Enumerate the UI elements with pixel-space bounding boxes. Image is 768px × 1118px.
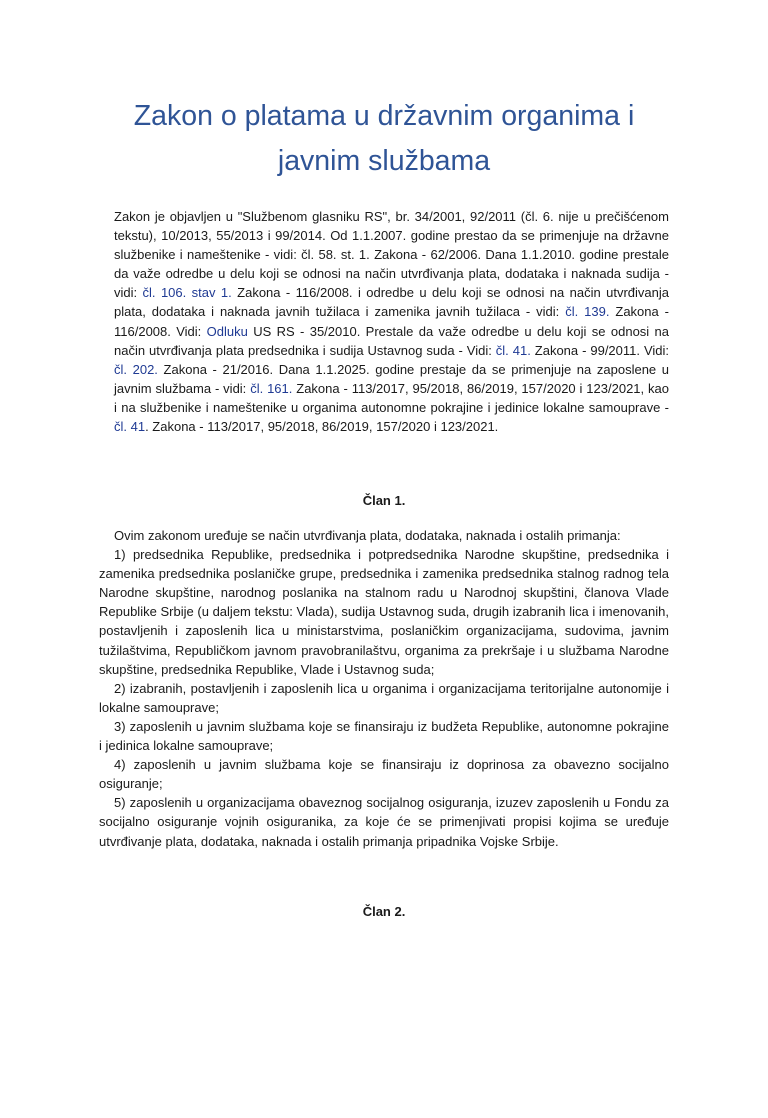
article-1-paragraph-intro: Ovim zakonom uređuje se način utvrđivanja plata, dodataka, naknada i ostalih primanja:	[114, 528, 621, 543]
intro-text: Zakon je objavljen u "Službenom glasniku RS", br. 34/2001, 92/2011 (čl. 6. nije u prečišćenom tekstu), 10/2013, 55/2013 i 99/2014. Od 1.1.2007. godine prestao da se primenjuje na državne službenike i nameštenike - vidi: čl. 58. st. 1. Zakona - 62/2006. Dana 1.1.2010. godine prestale da važe odredbe u delu koji se odnosi na način utvrđivanja plata, dodataka i naknada sudija - vidi:	[114, 209, 669, 301]
link-cl-161[interactable]: čl. 161.	[250, 380, 293, 396]
intro-text: US RS - 35/2010. Prestale da važe odredbe u delu koji se odnosi na način utvrđivanja plata predsednika i sudija Ustavnog suda - Vidi:	[114, 323, 669, 358]
intro-paragraph	[114, 207, 669, 436]
document-title	[100, 94, 668, 184]
intro-text: Zakona - 99/2011. Vidi:	[530, 342, 670, 358]
link-cl-41-b[interactable]: čl. 41	[114, 419, 146, 435]
intro-text: Zakona - 116/2008. Vidi:	[114, 304, 669, 339]
link-cl-139[interactable]: čl. 139.	[565, 304, 610, 320]
title-line-1: Zakon o platama u državnim organima i	[133, 100, 635, 132]
intro-text: Zakona - 113/2017, 95/2018, 86/2019, 157/2020 i 123/2021, kao i na službenike i nameštenike u organima autonomne pokrajine i jedinice lokalne samouprave -	[114, 380, 669, 415]
link-cl-106[interactable]: čl. 106. stav 1.	[142, 285, 232, 301]
article-1-item-2: 2) izabranih, postavljenih i zaposlenih lica u organima i organizacijama teritorijalne autonomije i lokalne samouprave;	[99, 680, 669, 715]
article-2-heading-wrap	[0, 902, 768, 921]
link-cl-41[interactable]: čl. 41.	[495, 342, 531, 358]
link-odluku[interactable]: Odluku	[206, 323, 248, 339]
article-1-item-1: 1) predsednika Republike, predsednika i potpredsednika Narodne skupštine, predsednika i zamenika predsednika poslaničke grupe, predsednika i zamenika predsednika stalnog radnog tela Narodne skupštine, narodnog poslanika na stalnom radu u Narodnoj skupštini, članova Vlade Republike Srbije (u daljem tekstu: Vlada), sudija Ustavnog suda, drugih izabranih lica i imenovanih, postavljenih i zaposlenih lica u ministarstvima, poslaničkim organizacijama, sudovima, javnim tužilaštvima, Republičkom javnom pravobranilaštvu, organima za prekršaje i u službama Narodne skupštine, predsednika Republike, Vlade i Ustavnog suda;	[99, 547, 669, 677]
title-line-2: javnim službama	[277, 145, 491, 177]
article-2-heading: Član 2.	[362, 904, 406, 919]
intro-text: Zakona - 116/2008. i odredbe u delu koji se odnosi na način utvrđivanja plata, dodataka i naknada javnih tužilaca i zamenika javnih tužilaca - vidi:	[114, 285, 669, 320]
intro-text: . Zakona - 113/2017, 95/2018, 86/2019, 157/2020 i 123/2021.	[145, 419, 499, 435]
article-1-item-5: 5) zaposlenih u organizacijama obaveznog socijalnog osiguranja, izuzev zaposlenih u Fondu za socijalno osiguranje vojnih osiguranika, za koje će se primenjivati propisi kojima se uređuje utvrđivanje plata, dodataka, naknada i ostalih primanja pripadnika Vojske Srbije.	[99, 795, 669, 849]
intro-text: Zakona - 21/2016. Dana 1.1.2025. godine prestaje da se primenjuje na zaposlene u javnim službama - vidi:	[114, 361, 670, 396]
article-1-item-4: 4) zaposlenih u javnim službama koje se finansiraju iz doprinosa za obavezno socijalno osiguranje;	[99, 757, 669, 792]
article-1-body	[99, 526, 669, 851]
article-1-heading-wrap	[0, 491, 768, 510]
article-1-heading: Član 1.	[362, 493, 406, 508]
link-cl-202[interactable]: čl. 202.	[114, 361, 158, 377]
article-1-item-3: 3) zaposlenih u javnim službama koje se finansiraju iz budžeta Republike, autonomne pokrajine i jedinica lokalne samouprave;	[99, 718, 669, 754]
